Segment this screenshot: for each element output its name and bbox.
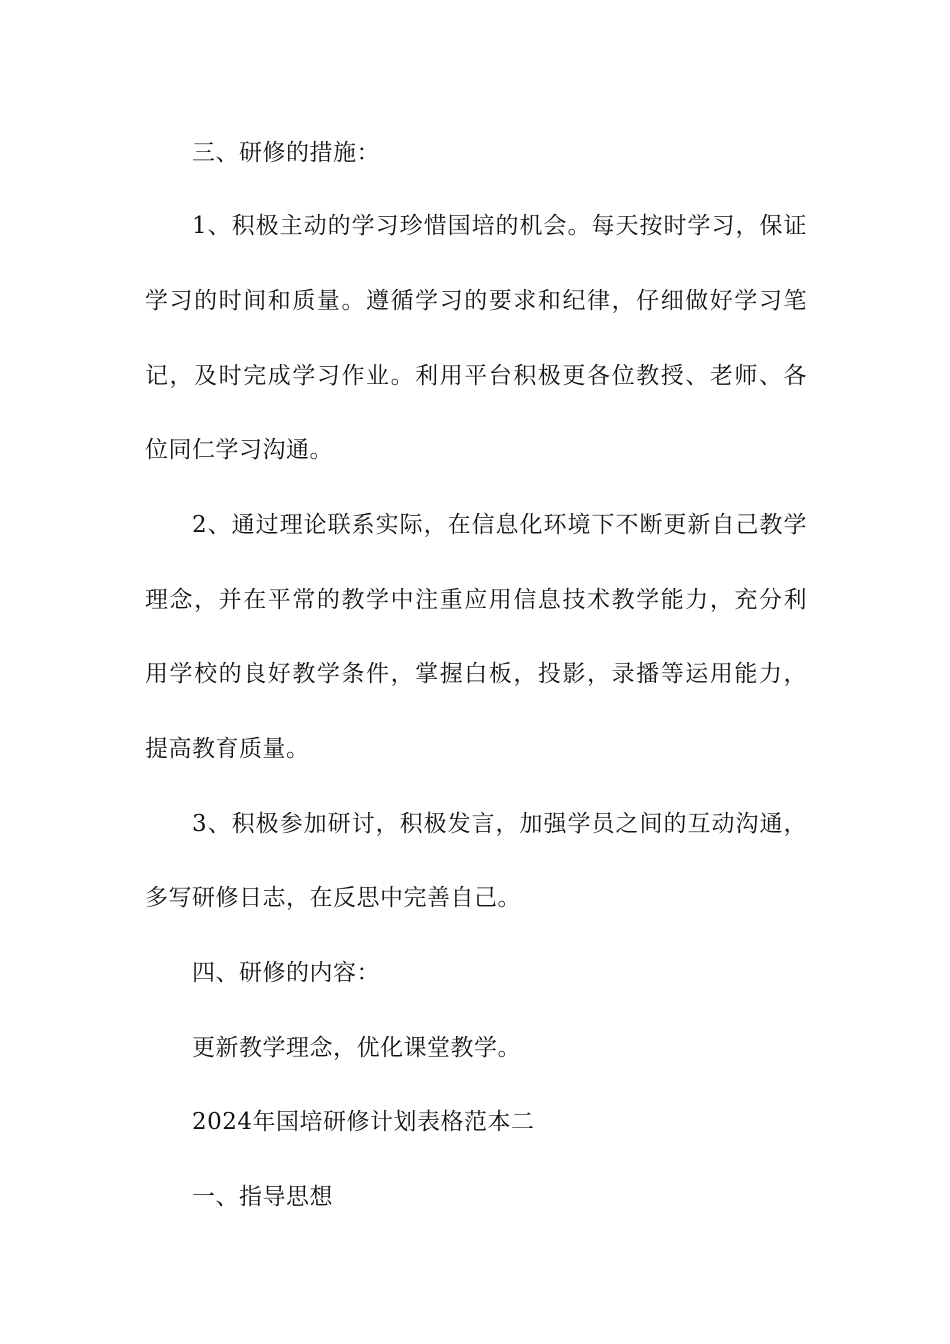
paragraph-2-line-3: 用学校的良好教学条件，掌握白板，投影，录播等运用能力， [145,661,807,687]
paragraph-3-line-1: 3、积极参加研讨，积极发言，加强学员之间的互动沟通， [192,811,807,837]
heading-measures: 三、研修的措施： [192,140,380,166]
paragraph-1-line-3: 记，及时完成学习作业。利用平台积极更各位教授、老师、各 [145,363,807,389]
paragraph-2-line-2: 理念，并在平常的教学中注重应用信息技术教学能力，充分利 [145,587,807,613]
heading-content: 四、研修的内容： [192,960,380,986]
template-title: 2024年国培研修计划表格范本二 [192,1109,535,1135]
paragraph-2-line-4: 提高教育质量。 [145,736,310,762]
paragraph-2-line-1: 2、通过理论联系实际，在信息化环境下不断更新自己教学 [192,512,807,538]
paragraph-1-line-1: 1、积极主动的学习珍惜国培的机会。每天按时学习，保证 [192,213,807,239]
paragraph-1-line-2: 学习的时间和质量。遵循学习的要求和纪律，仔细做好学习笔 [145,288,807,314]
content-paragraph: 更新教学理念，优化课堂教学。 [192,1035,521,1061]
paragraph-1-line-4: 位同仁学习沟通。 [145,437,333,463]
heading-guiding-ideology: 一、指导思想 [192,1184,333,1210]
paragraph-3-line-2: 多写研修日志，在反思中完善自己。 [145,885,521,911]
